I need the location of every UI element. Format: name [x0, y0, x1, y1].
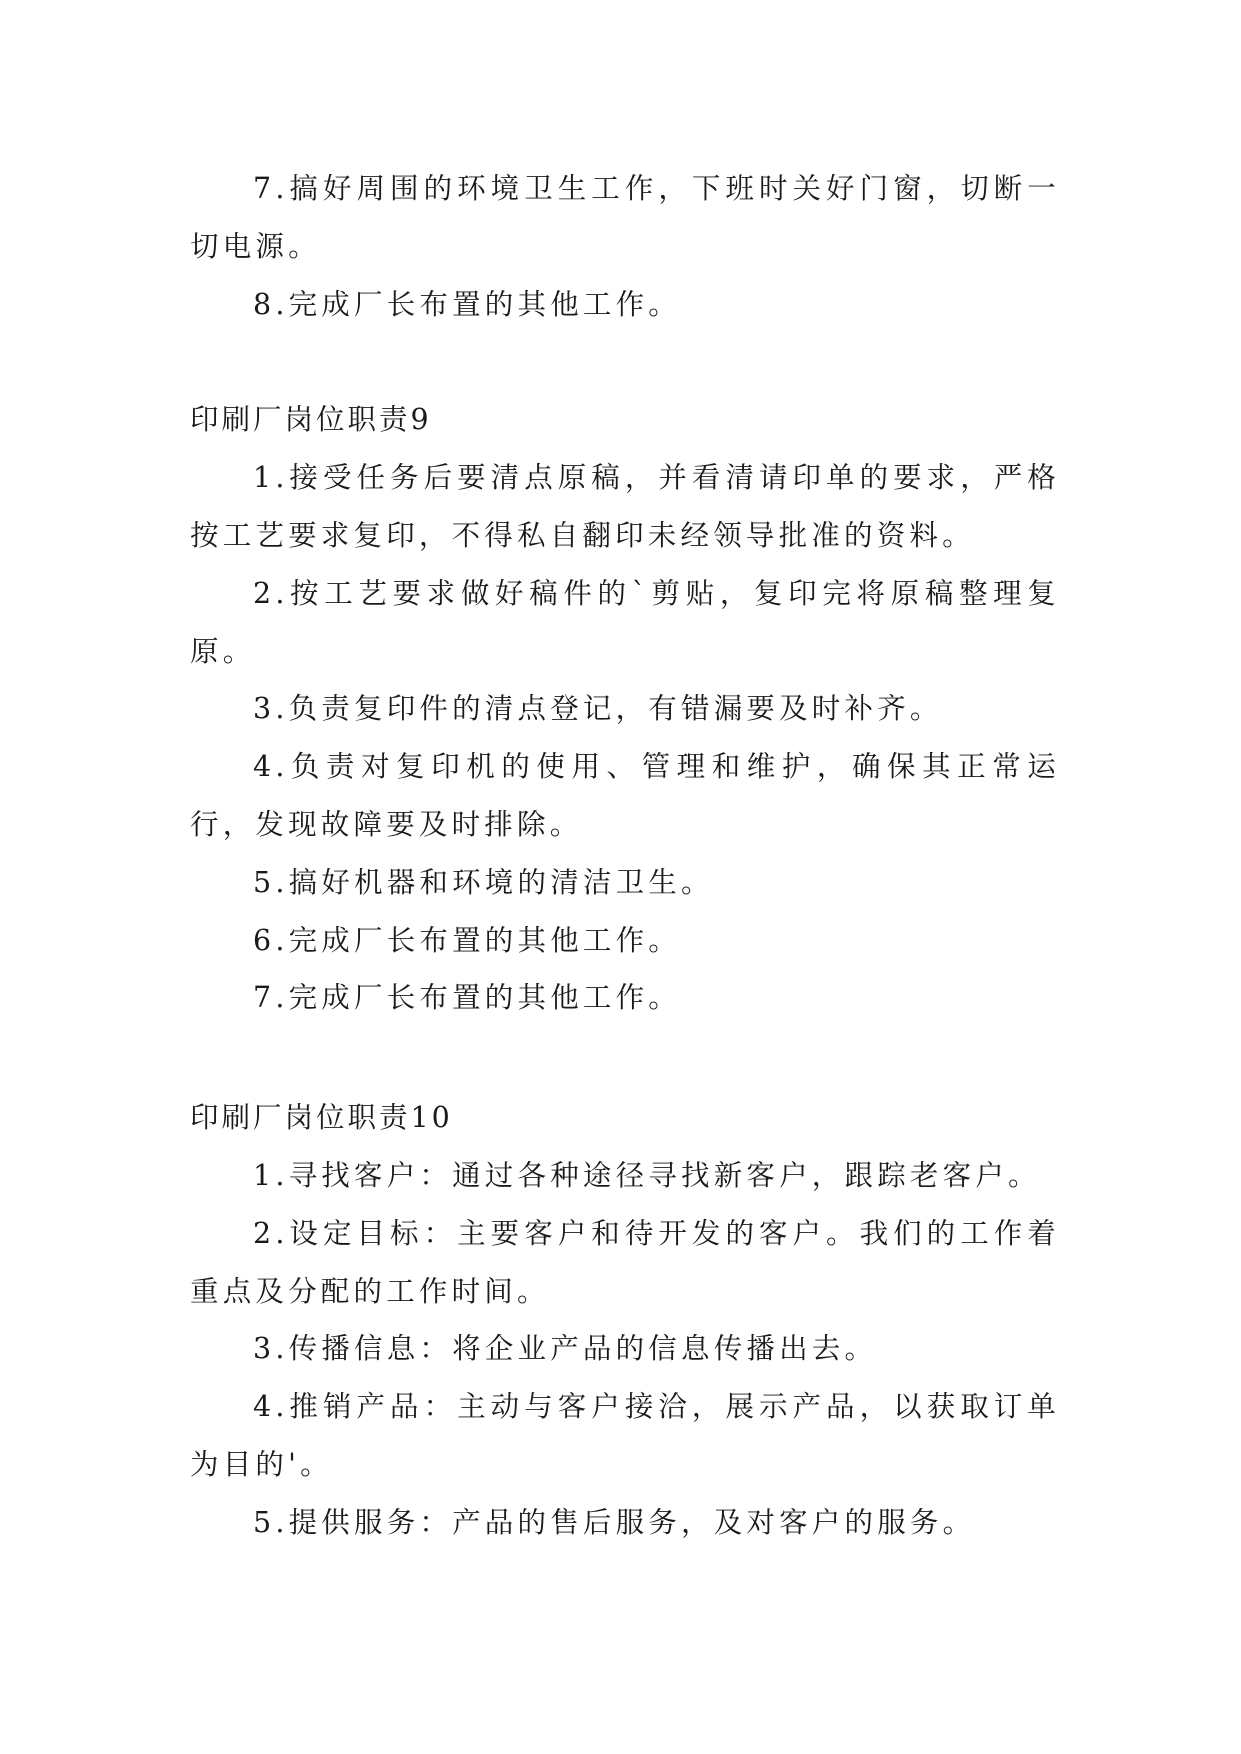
list-item: 4.负责对复印机的使用、管理和维护，确保其正常运行，发现故障要及时排除。 [190, 750, 1060, 841]
list-item: 6.完成厂长布置的其他工作。 [253, 923, 681, 957]
list-item: 3.负责复印件的清点登记，有错漏要及时补齐。 [253, 692, 943, 726]
list-item: 2.按工艺要求做好稿件的`剪贴，复印完将原稿整理复原。 [190, 576, 1060, 668]
section-spacer [190, 1027, 1060, 1089]
section-heading-10: 印刷厂岗位职责10 [190, 1101, 453, 1135]
list-item: 5.搞好机器和环境的清洁卫生。 [253, 865, 714, 899]
list-item: 1.寻找客户：通过各种途径寻找新客户，跟踪老客户。 [253, 1158, 1041, 1192]
list-item: 3.传播信息：将企业产品的信息传播出去。 [253, 1332, 878, 1366]
list-item: 7.完成厂长布置的其他工作。 [253, 981, 681, 1015]
section-heading-9: 印刷厂岗位职责9 [190, 403, 432, 437]
list-item: 2.设定目标：主要客户和待开发的客户。我们的工作着重点及分配的工作时间。 [190, 1216, 1060, 1308]
document-body [190, 160, 1060, 1552]
list-item: 8.完成厂长布置的其他工作。 [253, 287, 681, 321]
section-spacer [190, 333, 1060, 391]
list-item: 1.接受任务后要清点原稿，并看清请印单的要求，严格按工艺要求复印，不得私自翻印未经领导批准的资料。 [190, 461, 1060, 552]
list-item: 5.提供服务：产品的售后服务，及对客户的服务。 [253, 1505, 976, 1539]
list-item: 7.搞好周围的环境卫生工作，下班时关好门窗，切断一切电源。 [190, 172, 1060, 263]
list-item: 4.推销产品：主动与客户接洽，展示产品，以获取订单为目的'。 [190, 1390, 1060, 1481]
